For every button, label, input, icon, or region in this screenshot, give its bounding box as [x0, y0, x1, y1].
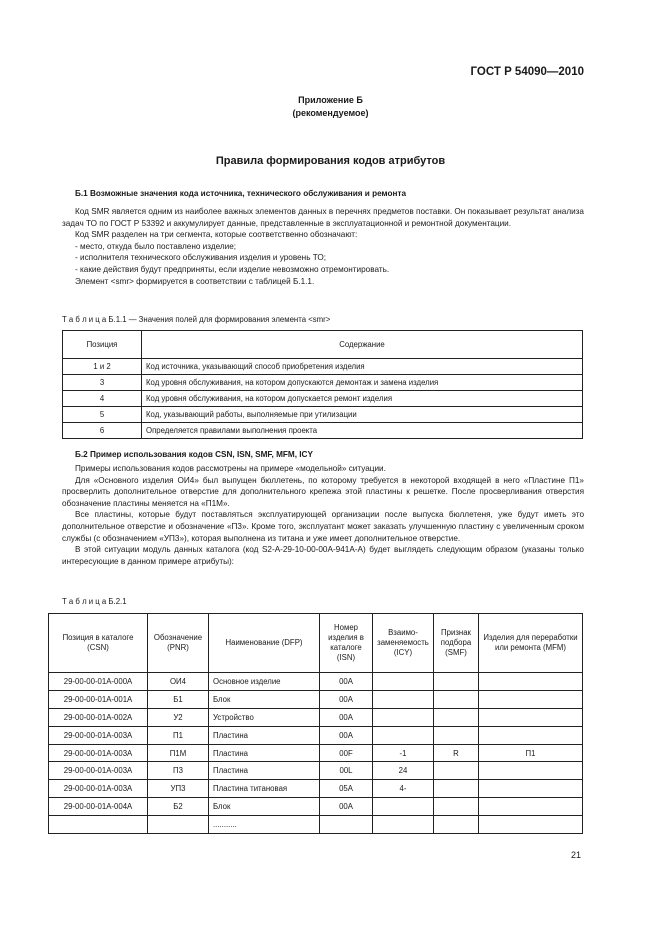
table-cell: П1 [148, 726, 209, 744]
table-cell: У2 [148, 708, 209, 726]
table-cell [434, 762, 479, 780]
table-cell [373, 673, 434, 691]
table-cell: ОИ4 [148, 673, 209, 691]
table-cell: 5 [63, 407, 142, 423]
column-header: Позиция в каталоге (CSN) [49, 614, 148, 673]
table-cell [148, 816, 209, 834]
table-cell: 00A [320, 726, 373, 744]
table-cell: 1 и 2 [63, 359, 142, 375]
paragraph: Все пластины, которые будут поставляться эксплуатирующей организации после выпуска бюллетеня, уже будут иметь это дополнительное отверстие и обозначение «П3». Кроме того, эксплуатант может заказать улучшенную пластину с увеличенным сроком службы (с обозначением «УП3»), которая выполнена из титана и уже имеет дополнительное отверстие. [62, 510, 584, 543]
table-cell [434, 690, 479, 708]
table-row [63, 407, 583, 423]
table-cell [49, 816, 148, 834]
section-heading-b1: Б.1 Возможные значения кода источника, технического обслуживания и ремонта [75, 189, 407, 198]
table-cell: 00F [320, 744, 373, 762]
table-cell [479, 690, 583, 708]
section-b1-text [62, 206, 584, 287]
table-row [63, 391, 583, 407]
table-row [49, 708, 583, 726]
table-cell: Определяется правилами выполнения проекта [142, 423, 583, 439]
table-cell [434, 816, 479, 834]
column-header: Номер изделия в каталоге (ISN) [320, 614, 373, 673]
table-row [49, 673, 583, 691]
table-cell: 4 [63, 391, 142, 407]
table-cell [434, 726, 479, 744]
table-cell: П3 [148, 762, 209, 780]
table-cell: 29-00-00-01A-003A [49, 744, 148, 762]
section-heading-b2: Б.2 Пример использования кодов CSN, ISN, SMF, MFM, ICY [75, 450, 313, 459]
table-cell: Устройство [209, 708, 320, 726]
table-cell [373, 726, 434, 744]
table-cell: 4- [373, 780, 434, 798]
table-cell [373, 816, 434, 834]
table-cell: ........... [209, 816, 320, 834]
table-cell [479, 798, 583, 816]
table-header-row [49, 614, 583, 673]
table-cell [434, 708, 479, 726]
table-cell [479, 726, 583, 744]
table-cell [373, 798, 434, 816]
standard-number: ГОСТ Р 54090—2010 [470, 66, 584, 78]
table-caption: Т а б л и ц а Б.1.1 — Значения полей для формирования элемента <smr> [62, 315, 331, 324]
table-cell [320, 816, 373, 834]
column-header: Содержание [142, 331, 583, 359]
table-row [49, 690, 583, 708]
table-cell [373, 708, 434, 726]
table-row [63, 359, 583, 375]
paragraph: - исполнителя технического обслуживания изделия и уровень ТО; [75, 253, 327, 263]
appendix-note: (рекомендуемое) [292, 108, 369, 118]
table-cell: -1 [373, 744, 434, 762]
paragraph: Код SMR является одним из наиболее важных элементов данных в перечнях предметов поставки. Он показывает результат анализа задач ТО по ГОСТ Р 53392 и аккумулирует данные, представленные в эксплуатационной и ремонтной документации. [62, 207, 584, 228]
table-cell [434, 780, 479, 798]
table-cell: Пластина титановая [209, 780, 320, 798]
table-cell: R [434, 744, 479, 762]
table-cell: УП3 [148, 780, 209, 798]
paragraph: - какие действия будут предприняты, если изделие невозможно отремонтировать. [75, 264, 390, 274]
table-cell: 29-00-00-01A-003A [49, 780, 148, 798]
page-number: 21 [570, 850, 581, 860]
table-cell: Пластина [209, 762, 320, 780]
table-cell: 00A [320, 708, 373, 726]
column-header: Изделия для переработки или ремонта (MFM) [479, 614, 583, 673]
table-cell: 00A [320, 673, 373, 691]
table-cell: 29-00-00-01A-003A [49, 762, 148, 780]
table-cell [434, 798, 479, 816]
table-cell: 29-00-00-01A-001A [49, 690, 148, 708]
table-cell [434, 673, 479, 691]
table-cell: П1М [148, 744, 209, 762]
appendix-title: Приложение Б [298, 95, 363, 105]
table-cell: П1 [479, 744, 583, 762]
table-cell: 24 [373, 762, 434, 780]
table-caption: Т а б л и ц а Б.2.1 [62, 597, 127, 606]
table-cell: 00A [320, 798, 373, 816]
paragraph: - место, откуда было поставлено изделие; [75, 241, 237, 251]
table-cell: 6 [63, 423, 142, 439]
table-cell: Блок [209, 690, 320, 708]
table-header-row [63, 331, 583, 359]
table-cell: Блок [209, 798, 320, 816]
table-cell [479, 708, 583, 726]
table-row [49, 798, 583, 816]
paragraph: В этой ситуации модуль данных каталога (код S2-A-29-10-00-00A-941A-A) будет выглядеть следующим образом (указаны только интересующие в данном примере атрибуты): [62, 545, 584, 566]
column-header: Взаимо-заменяемость (ICY) [373, 614, 434, 673]
table-row [49, 762, 583, 780]
table-cell: Пластина [209, 744, 320, 762]
table-cell: 29-00-00-01A-003A [49, 726, 148, 744]
table-cell: Код, указывающий работы, выполняемые при утилизации [142, 407, 583, 423]
paragraph: Код SMR разделен на три сегмента, которые соответственно обозначают: [75, 230, 358, 240]
table-row [63, 423, 583, 439]
table-cell: 00A [320, 690, 373, 708]
table-cell: Код источника, указывающий способ приобретения изделия [142, 359, 583, 375]
table-cell [479, 762, 583, 780]
paragraph: Примеры использования кодов рассмотрены на примере «модельной» ситуации. [75, 464, 386, 473]
table-cell: 05A [320, 780, 373, 798]
table-cell: Код уровня обслуживания, на котором допускаются демонтаж и замена изделия [142, 375, 583, 391]
catalog-table [48, 613, 583, 834]
column-header: Наименование (DFP) [209, 614, 320, 673]
paragraph: Для «Основного изделия ОИ4» был выпущен бюллетень, по которому требуется в некоторой входящей в него «Пластине П1» просверлить дополнительное отверстие для дополнительного крепежа этой пластины к решетке. После просверливания отверстия обозначение пластины меняется на «П1М». [62, 475, 584, 508]
paragraph: Элемент <smr> формируется в соответствии с таблицей Б.1.1. [75, 276, 315, 286]
table-cell: 3 [63, 375, 142, 391]
table-cell: Б1 [148, 690, 209, 708]
table-cell [479, 816, 583, 834]
table-cell: Б2 [148, 798, 209, 816]
page-title: Правила формирования кодов атрибутов [215, 155, 446, 167]
column-header: Позиция [63, 331, 142, 359]
column-header: Признак подбора (SMF) [434, 614, 479, 673]
table-cell: Код уровня обслуживания, на котором допускается ремонт изделия [142, 391, 583, 407]
table-cell: 00L [320, 762, 373, 780]
section-b2-text [62, 463, 584, 567]
table-cell: Основное изделие [209, 673, 320, 691]
smr-table [62, 330, 583, 439]
table-row [49, 744, 583, 762]
column-header: Обозначение (PNR) [148, 614, 209, 673]
table-cell [479, 673, 583, 691]
table-cell: 29-00-00-01A-002A [49, 708, 148, 726]
table-row [49, 726, 583, 744]
table-row [63, 375, 583, 391]
table-cell [479, 780, 583, 798]
table-cell: Пластина [209, 726, 320, 744]
table-row [49, 816, 583, 834]
table-cell: 29-00-00-01A-000A [49, 673, 148, 691]
table-row [49, 780, 583, 798]
table-cell: 29-00-00-01A-004A [49, 798, 148, 816]
table-cell [373, 690, 434, 708]
